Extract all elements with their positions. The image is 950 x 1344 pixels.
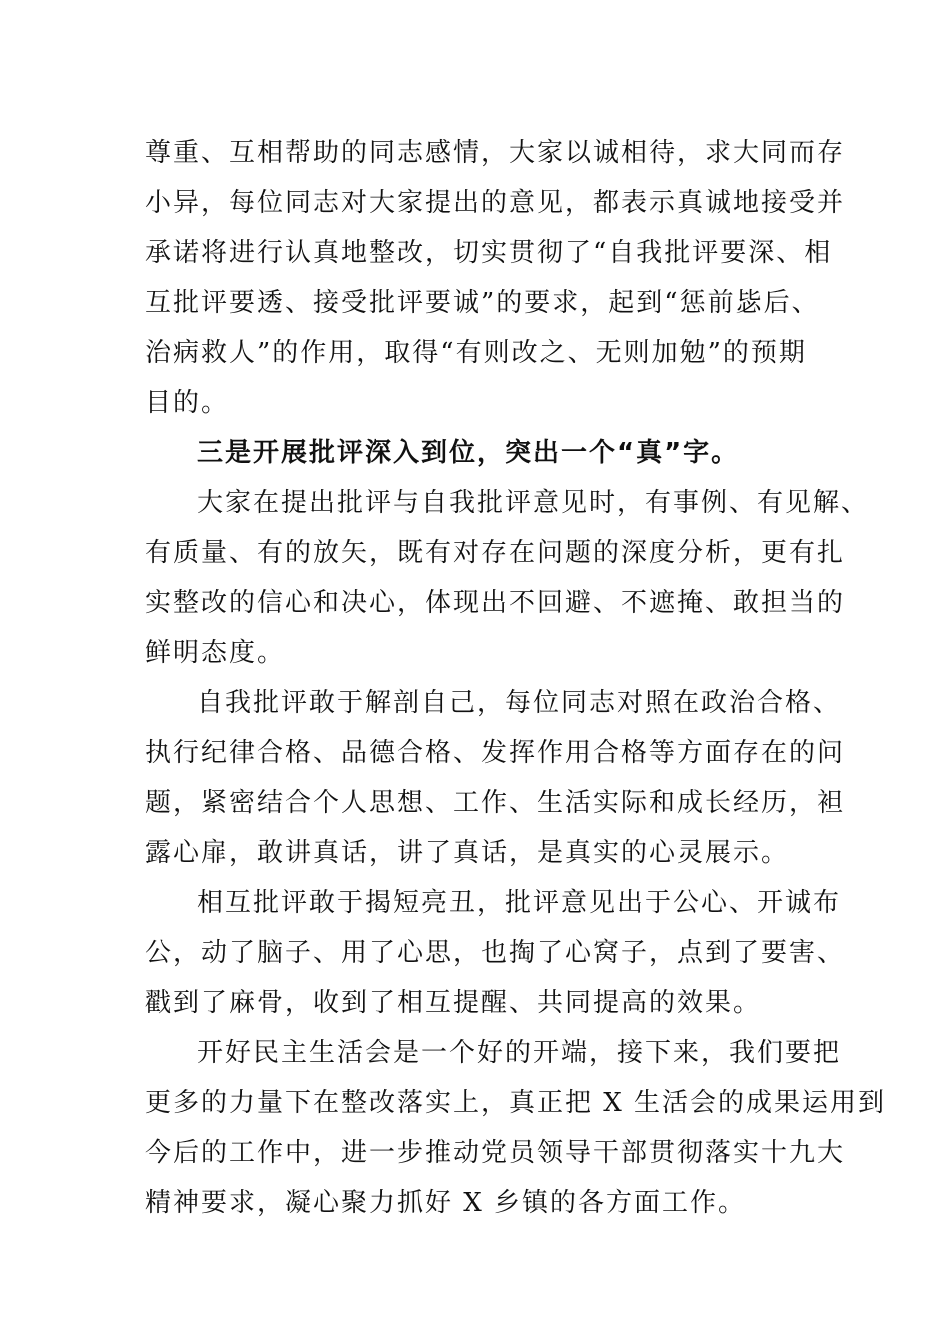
paragraph	[145, 678, 846, 878]
text-line: 治病救人”的作用，取得“有则改之、无则加勉”的预期	[145, 338, 807, 368]
text-line: 执行纪律合格、品德合格、发挥作用合格等方面存在的问	[145, 738, 846, 768]
text-line: 露心扉，敢讲真话，讲了真话，是真实的心灵展示。	[145, 838, 790, 868]
paragraph	[145, 478, 870, 678]
text-line: 承诺将进行认真地整改，切实贯彻了“自我批评要深、相	[145, 238, 833, 268]
text-line: 更多的力量下在整改落实上，真正把 X 生活会的成果运用到	[145, 1088, 887, 1118]
section-heading	[145, 428, 810, 478]
text-line: 鲜明态度。	[145, 638, 286, 668]
text-line: 精神要求，凝心聚力抓好 X 乡镇的各方面工作。	[145, 1188, 747, 1218]
text-line: 大家在提出批评与自我批评意见时，有事例、有见解、	[197, 488, 870, 518]
paragraph-continued	[145, 128, 846, 428]
text-line: 相互批评敢于揭短亮丑，批评意见出于公心、开诚布	[197, 888, 842, 918]
text-line: 戳到了麻骨，收到了相互提醒、共同提高的效果。	[145, 988, 762, 1018]
document-body	[145, 128, 887, 1228]
text-line: 目的。	[145, 388, 230, 418]
text-line: 公，动了脑子、用了心思，也掏了心窝子，点到了要害、	[145, 938, 846, 968]
text-line: 自我批评敢于解剖自己，每位同志对照在政治合格、	[197, 688, 842, 718]
text-line: 开好民主生活会是一个好的开端，接下来，我们要把	[197, 1038, 842, 1068]
text-line: 小异，每位同志对大家提出的意见，都表示真诚地接受并	[145, 188, 846, 218]
text-line: 实整改的信心和决心，体现出不回避、不遮掩、敢担当的	[145, 588, 846, 618]
heading-line: 三是开展批评深入到位，突出一个“真”字。	[197, 438, 740, 468]
paragraph	[145, 878, 846, 1028]
text-line: 尊重、互相帮助的同志感情，大家以诚相待，求大同而存	[145, 138, 846, 168]
paragraph	[145, 1028, 887, 1228]
text-line: 互批评要透、接受批评要诚”的要求，起到“惩前毖后、	[145, 288, 820, 318]
text-line: 今后的工作中，进一步推动党员领导干部贯彻落实十九大	[145, 1138, 846, 1168]
text-line: 有质量、有的放矢，既有对存在问题的深度分析，更有扎	[145, 538, 846, 568]
text-line: 题，紧密结合个人思想、工作、生活实际和成长经历，袒	[145, 788, 846, 818]
